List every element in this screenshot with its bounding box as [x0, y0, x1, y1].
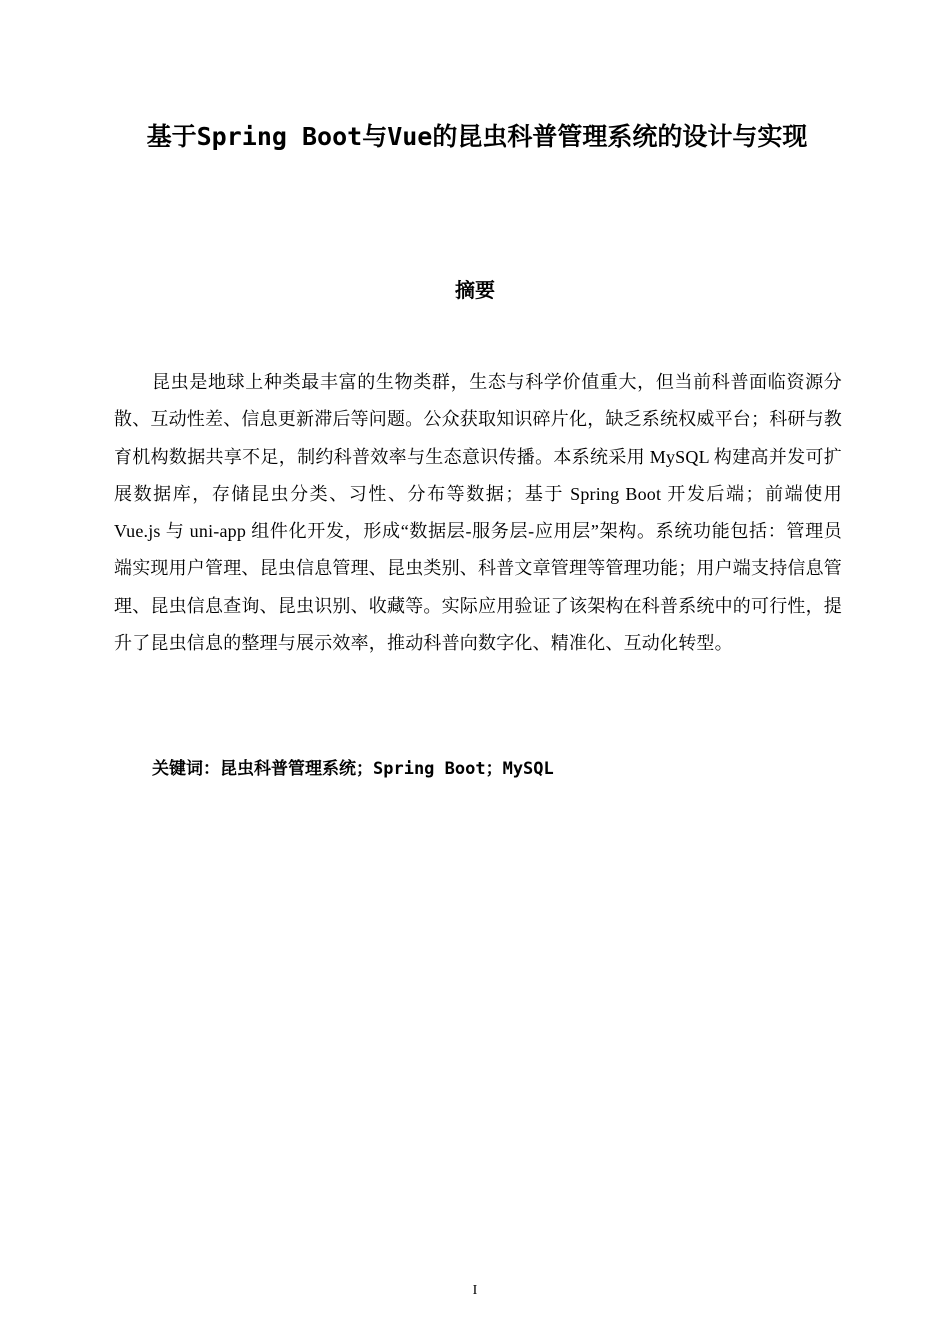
keywords-line: 关键词：昆虫科普管理系统；Spring Boot；MySQL	[152, 759, 554, 779]
abstract-body: 昆虫是地球上种类最丰富的生物类群，生态与科学价值重大，但当前科普面临资源分散、互动性差、信息更新滞后等问题。公众获取知识碎片化，缺乏系统权威平台；科研与教育机构数据共享不足，制约科普效率与生态意识传播。本系统采用 MySQL 构建高并发可扩展数据库，存储昆虫分类、习性、分布等数据；基于 Spring Boot 开发后端；前端使用 Vue.js 与 uni-app 组件化开发，形成“数据层-服务层-应用层”架构。系统功能包括：管理员端实现用户管理、昆虫信息管理、昆虫类别、科普文章管理等管理功能；用户端支持信息管理、昆虫信息查询、昆虫识别、收藏等。实际应用验证了该架构在科普系统中的可行性，提升了昆虫信息的整理与展示效率，推动科普向数字化、精准化、互动化转型。	[114, 372, 842, 654]
abstract-heading: 摘要	[455, 278, 495, 302]
document-title: 基于Spring Boot与Vue的昆虫科普管理系统的设计与实现	[146, 122, 808, 151]
page-number: I	[472, 1283, 478, 1298]
